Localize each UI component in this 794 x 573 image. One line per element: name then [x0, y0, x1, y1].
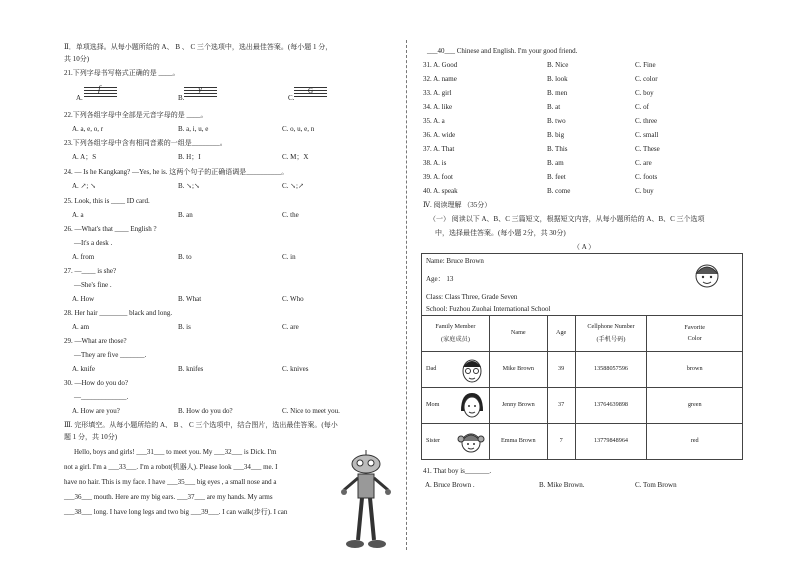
- q41-option-a: A. Bruce Brown .: [425, 481, 475, 489]
- q21-staff-b: y: [184, 86, 217, 96]
- cloze-line-3: have no hair. This is my face. I have ___35___ big eyes , a small nose and a: [64, 478, 277, 486]
- cloze-option-33-a: 33. A. girl: [423, 89, 452, 97]
- question-29-reply: —They are five _______.: [74, 351, 147, 359]
- question-21: 21.下列字母书写格式正确的是 ____。: [64, 69, 180, 77]
- member-cell: [422, 352, 490, 388]
- table-row: [422, 424, 743, 460]
- info-school: School: Fuzhou Zuohai International School: [426, 305, 551, 313]
- q29-option-b: B. knifes: [178, 365, 204, 373]
- question-27: 27. —____ is she?: [64, 267, 117, 275]
- q25-option-b: B. an: [178, 211, 193, 219]
- header-color: Favorite Color: [647, 316, 743, 352]
- q28-option-c: C. are: [282, 323, 299, 331]
- info-name: Name: Bruce Brown: [426, 257, 484, 265]
- cloze-option-37-a: 37. A. That: [423, 145, 455, 153]
- q24-option-a: A. ↗; ↘: [72, 182, 96, 190]
- question-30: 30. —How do you do?: [64, 379, 128, 387]
- section-3-title-cont: 题 1 分，共 10分): [64, 433, 118, 441]
- q23-option-c: C. M；X: [282, 153, 309, 161]
- sister-avatar: [457, 427, 485, 457]
- cloze-option-40-a: 40. A. speak: [423, 187, 458, 195]
- q24-option-b: B. ↘;↘: [178, 182, 200, 190]
- table-row: [422, 352, 743, 388]
- question-23: 23.下列各组字母中含有相同音素的一组是________。: [64, 139, 227, 147]
- section-3-title: Ⅲ. 完形填空。从每小题所给的 A、 B 、 C 三个选项中，结合图片，选出最佳答案。(每小: [64, 421, 338, 429]
- section-2-title-cont: 共 10分): [64, 55, 90, 63]
- question-26: 26. —What's that ____ English ?: [64, 225, 157, 233]
- cloze-option-32-a: 32. A. name: [423, 75, 457, 83]
- info-age: Age： 13: [426, 275, 454, 283]
- question-26-reply: —It's a desk .: [74, 239, 113, 247]
- cell-age: 39: [547, 352, 575, 388]
- question-25: 25. Look, this is ____ ID card.: [64, 197, 150, 205]
- cloze-option-35-c: C. three: [635, 117, 658, 125]
- robot-illustration: [338, 450, 394, 562]
- q21-option-b: B.: [178, 94, 185, 102]
- cloze-option-33-c: C. boy: [635, 89, 654, 97]
- cloze-option-34-c: C. of: [635, 103, 649, 111]
- q23-option-a: A. A；S: [72, 153, 97, 161]
- q21-option-a: A.: [76, 94, 83, 102]
- q27-option-c: C. Who: [282, 295, 304, 303]
- q41-option-c: C. Tom Brown: [635, 481, 677, 489]
- q21-staff-a: f: [84, 86, 117, 96]
- q22-option-b: B. a, i, u, e: [178, 125, 209, 133]
- cloze-option-39-c: C. foots: [635, 173, 658, 181]
- cloze-line-2: not a girl. I'm a ___33___. I'm a robot(机器人). Please look ___34___ me. I: [64, 463, 278, 471]
- member-cell: [422, 424, 490, 460]
- cell-name: Jenny Brown: [489, 388, 547, 424]
- cloze-option-40-b: B. come: [547, 187, 571, 195]
- q22-option-c: C. o, u, e, n: [282, 125, 315, 133]
- cloze-line-1: Hello, boys and girls! ___31___ to meet you. My ___32___ is Dick. I'm: [74, 448, 277, 456]
- info-box: [421, 253, 743, 316]
- cloze-line-5: ___38___ long. I have long legs and two big ___39___. I can walk(步行). I can: [64, 508, 288, 516]
- q23-option-b: B. H；I: [178, 153, 201, 161]
- question-30-reply: —_____________.: [74, 393, 129, 401]
- cloze-option-34-a: 34. A. like: [423, 103, 453, 111]
- q30-option-b: B. How do you do?: [178, 407, 233, 415]
- q27-option-a: A. How: [72, 295, 95, 303]
- cloze-option-37-c: C. These: [635, 145, 660, 153]
- cloze-option-31-b: B. Nice: [547, 61, 569, 69]
- cell-age: 7: [547, 424, 575, 460]
- section-4-sub: （一） 阅读以下 A、B、C 三篇短文，根据短文内容，从每小题所给的 A、B、C 三个选项: [429, 215, 705, 223]
- cloze-option-31-c: C. Fine: [635, 61, 656, 69]
- cloze-option-36-c: C. small: [635, 131, 659, 139]
- cloze-line-4: ___36___ mouth. Here are my big ears. ___37___ are my hands. My arms: [64, 493, 273, 501]
- member-label: Mom: [426, 401, 440, 409]
- cloze-option-31-a: 31. A. Good: [423, 61, 458, 69]
- mom-avatar: [459, 391, 485, 421]
- question-29: 29. —What are those?: [64, 337, 127, 345]
- q26-option-b: B. to: [178, 253, 192, 261]
- q24-option-c: C. ↘;↗: [282, 182, 304, 190]
- cell-phone: 13588057596: [575, 352, 647, 388]
- table-header-row: [422, 316, 743, 352]
- cloze-option-36-a: 36. A. wide: [423, 131, 456, 139]
- cloze-line-6: ___40___ Chinese and English. I'm your good friend.: [427, 47, 578, 55]
- cloze-option-38-b: B. am: [547, 159, 564, 167]
- section-2-title: Ⅱ．单项选择。从每小题所给的 A、 B 、 C 三个选项中，选出最佳答案。(每小题 1 分，: [64, 43, 333, 51]
- q25-option-c: C. the: [282, 211, 299, 219]
- q22-option-a: A. a, e, o, r: [72, 125, 104, 133]
- header-phone: Cellphone Number (手机号码): [575, 316, 647, 352]
- q30-option-a: A. How are you?: [72, 407, 120, 415]
- question-22: 22.下列各组字母中全部是元音字母的是 ____。: [64, 111, 208, 119]
- cloze-option-35-b: B. two: [547, 117, 566, 125]
- q29-option-c: C. knives: [282, 365, 309, 373]
- family-table: [421, 315, 743, 460]
- question-41: 41. That boy is_______.: [423, 467, 492, 475]
- cell-name: Mike Brown: [489, 352, 547, 388]
- member-label: Sister: [426, 437, 441, 445]
- cell-color: red: [647, 424, 743, 460]
- cloze-option-33-b: B. men: [547, 89, 568, 97]
- cloze-option-36-b: B. big: [547, 131, 565, 139]
- cell-color: brown: [647, 352, 743, 388]
- cloze-option-39-a: 39. A. foot: [423, 173, 453, 181]
- member-label: Dad: [426, 365, 437, 373]
- cell-phone: 13764639898: [575, 388, 647, 424]
- header-name: Name: [489, 316, 547, 352]
- question-24: 24. — Is he Kangkang? —Yes, he is. 这两个句子的正确语调是__________。: [64, 168, 289, 176]
- cell-name: Emma Brown: [489, 424, 547, 460]
- q30-option-c: C. Nice to meet you.: [282, 407, 340, 415]
- cloze-option-38-c: C. are: [635, 159, 652, 167]
- cloze-option-37-b: B. This: [547, 145, 568, 153]
- section-4-title: Ⅳ. 阅读理解 （35分）: [423, 201, 492, 209]
- cloze-option-34-b: B. at: [547, 103, 561, 111]
- q25-option-a: A. a: [72, 211, 84, 219]
- cloze-option-39-b: B. feet: [547, 173, 566, 181]
- cell-color: green: [647, 388, 743, 424]
- header-age: Age: [547, 316, 575, 352]
- cloze-option-32-c: C. color: [635, 75, 658, 83]
- q21-staff-c: G: [294, 86, 327, 96]
- cloze-option-40-c: C. buy: [635, 187, 654, 195]
- question-27-reply: —She's fine .: [74, 281, 112, 289]
- q29-option-a: A. knife: [72, 365, 95, 373]
- column-divider: [406, 40, 408, 550]
- q26-option-c: C. in: [282, 253, 296, 261]
- info-class: Class: Class Three, Grade Seven: [426, 293, 518, 301]
- boy-avatar: [690, 258, 724, 292]
- dad-avatar: [459, 355, 485, 385]
- header-member: Family Member (家庭成员): [422, 316, 490, 352]
- passage-label: （ A ）: [573, 243, 596, 251]
- cloze-option-32-b: B. look: [547, 75, 568, 83]
- q28-option-a: A. am: [72, 323, 90, 331]
- member-cell: [422, 388, 490, 424]
- cloze-option-38-a: 38. A. is: [423, 159, 447, 167]
- q26-option-a: A. from: [72, 253, 95, 261]
- cell-age: 37: [547, 388, 575, 424]
- table-row: [422, 388, 743, 424]
- q28-option-b: B. is: [178, 323, 191, 331]
- q41-option-b: B. Mike Brown.: [539, 481, 585, 489]
- q27-option-b: B. What: [178, 295, 202, 303]
- q21-option-c: C.: [288, 94, 295, 102]
- section-4-sub-cont: 中，选择最佳答案。(每小题 2分，共 30分): [435, 229, 566, 237]
- cloze-option-35-a: 35. A. a: [423, 117, 445, 125]
- cell-phone: 13779848964: [575, 424, 647, 460]
- question-28: 28. Her hair ________ black and long.: [64, 309, 173, 317]
